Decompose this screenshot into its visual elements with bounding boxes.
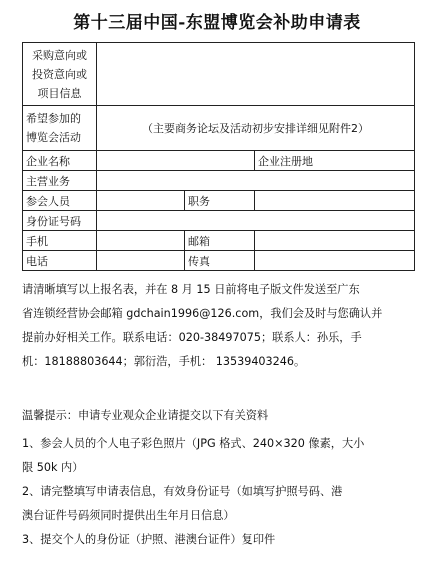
notes-line: 省连锁经营协会邮箱 gdchain1996@126.com，我们会及时与您确认并 [22,307,383,320]
purchase-intent-label: 采购意向或 投资意向或 项目信息 [23,43,97,106]
reminder-heading: 温馨提示：申请专业观众企业请提交以下有关资料 [22,409,269,422]
mobile-field[interactable] [97,231,185,251]
activity-label: 希望参加的 博览会活动 [23,106,97,151]
notes-line: 机：18188803644；郭衍浩，手机： 13539403246。 [22,355,306,368]
phone-label: 电话 [23,251,97,271]
company-name-field[interactable] [97,151,255,171]
reminder-item: 1、参会人员的个人电子彩色照片（JPG 格式、240×320 像素，大小 [22,437,365,450]
fax-label: 传真 [185,251,255,271]
application-form-table [22,42,415,271]
purchase-intent-field[interactable] [97,43,415,106]
position-field[interactable] [255,191,415,211]
reminder-item: 限 50k 内） [22,461,84,474]
main-business-label: 主营业务 [23,171,97,191]
phone-field[interactable] [97,251,185,271]
reminder-item: 2、请完整填写申请表信息，有效身份证号（如填写护照号码、港 [22,485,343,498]
notes-line: 提前办好相关工作。联系电话：020-38497075；联系人：孙乐，手 [22,331,362,344]
main-business-field[interactable] [97,171,415,191]
fax-field[interactable] [255,251,415,271]
email-label: 邮箱 [185,231,255,251]
activity-note: （主要商务论坛及活动初步安排详细见附件2） [142,122,369,135]
mobile-label: 手机 [23,231,97,251]
activity-field[interactable] [97,106,415,151]
position-label: 职务 [185,191,255,211]
attendee-label: 参会人员 [23,191,97,211]
reminder-item: 3、提交个人的身份证（护照、港澳台证件）复印件 [22,533,276,546]
reminder-item: 澳台证件号码须同时提供出生年月日信息） [22,509,235,522]
email-field[interactable] [255,231,415,251]
form-title: 第十三届中国-东盟博览会补助申请表 [73,13,361,33]
company-name-label: 企业名称 [23,151,97,171]
attendee-field[interactable] [97,191,185,211]
id-number-label: 身份证号码 [23,211,97,231]
reminder-section [22,404,414,552]
id-number-field[interactable] [97,211,415,231]
notes-line: 请清晰填写以上报名表，并在 8 月 15 日前将电子版文件发送至广东 [22,283,360,296]
submission-notes [22,278,414,374]
company-address-label: 企业注册地 [255,151,415,171]
